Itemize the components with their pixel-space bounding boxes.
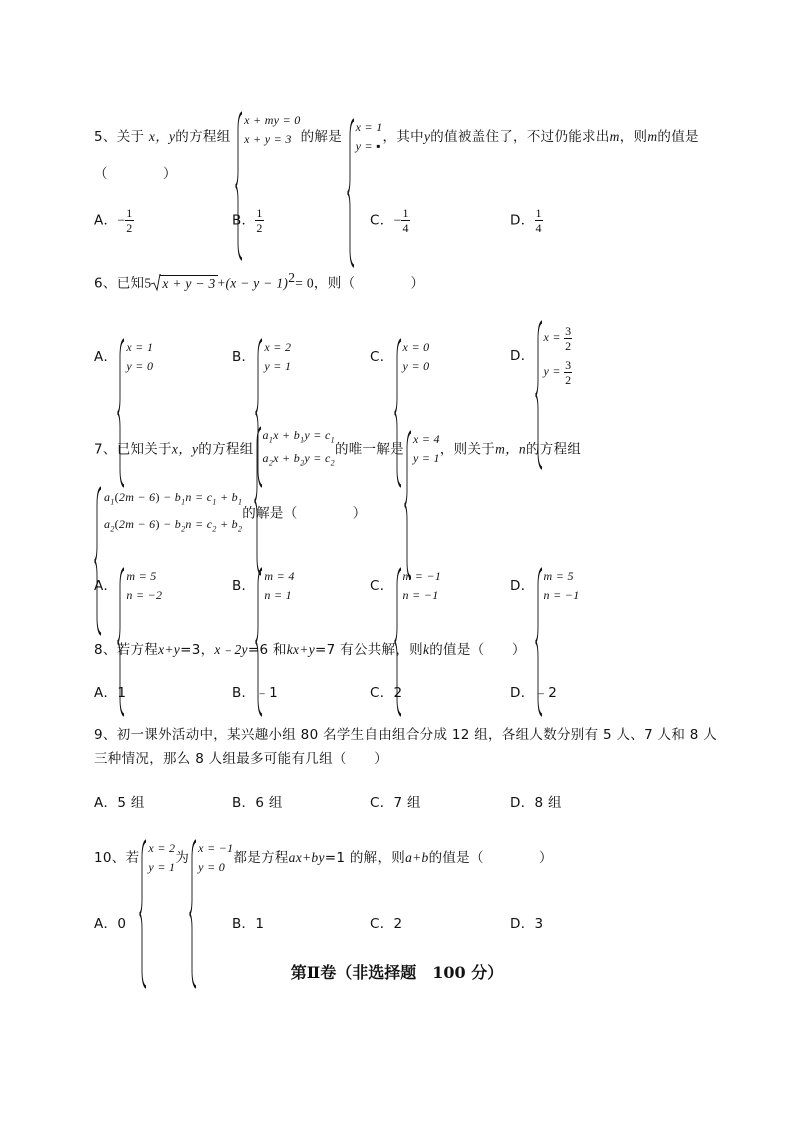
q7-text: 的方程组 — [198, 441, 254, 458]
q8-text: =7 有公共解，则 — [315, 642, 423, 658]
denominator: 2 — [256, 221, 263, 235]
q8-option-d[interactable]: D．﹣2 — [510, 685, 558, 701]
q5-option-b[interactable] — [232, 206, 264, 235]
q10-text: =1 的解，则 — [324, 850, 406, 866]
option-system — [394, 338, 430, 376]
q8-var-k: k — [422, 642, 430, 657]
denominator: 2 — [565, 372, 572, 387]
q10-solution-2 — [189, 839, 233, 877]
q10-expr: ax+by — [288, 850, 325, 865]
option-label: B． — [232, 349, 256, 365]
q8-option-b[interactable]: B．﹣1 — [232, 685, 279, 701]
q9-stem-line-1: 9、初一课外活动中，某兴趣小组 80 名学生自由组合分成 12 组，各组人数分别有 5 人、7 人和 8 人 — [94, 727, 718, 743]
q7-option-b[interactable] — [232, 567, 295, 605]
q5-text: 的方程组 — [175, 129, 231, 145]
numerator: 3 — [565, 323, 572, 338]
system-row: x = 0 — [402, 340, 430, 354]
denominator: 2 — [126, 221, 133, 235]
fraction — [564, 324, 572, 353]
option-label: C． — [370, 212, 394, 229]
q8-text: 的值是（ ） — [429, 642, 526, 658]
q5-text: 的解是 — [300, 129, 343, 145]
system-row: m = 4 — [264, 569, 295, 583]
q7-number: 7、 — [94, 441, 117, 458]
q6-square-base: (x − y − 1) — [225, 275, 289, 291]
option-label: D． — [510, 348, 535, 364]
q7-text: ，则关于 — [439, 441, 496, 458]
fraction — [401, 206, 409, 235]
q6-exponent: 2 — [288, 270, 296, 285]
q10-option-a[interactable]: A．0 — [94, 916, 127, 932]
q7-mn-system: $a_1(2m - 6) - b_1n = c_1 + b_1$ $a_2(2m - 6) - b_2n = c_2 + b_2$ — [94, 486, 242, 541]
q10-option-b[interactable]: B．1 — [232, 916, 265, 932]
q7-solution — [404, 430, 440, 468]
q6-option-d[interactable] — [510, 320, 572, 388]
q5-answer-paren: （ ） — [94, 166, 177, 182]
q7-text: 已知关于 — [116, 441, 172, 458]
q8-stem — [94, 638, 526, 658]
q5-system — [235, 111, 301, 149]
q5-text: 关于 — [116, 129, 145, 145]
system-row: y = 0 — [198, 860, 226, 874]
option-label: D． — [510, 578, 535, 594]
q5-number: 5、 — [94, 129, 117, 145]
system-row: x = 2 — [148, 841, 176, 855]
q5-solution — [347, 118, 383, 156]
option-label: C． — [370, 349, 394, 365]
q6-text: 已知 — [116, 275, 145, 292]
option-system — [117, 338, 153, 376]
q8-option-a[interactable]: A．1 — [94, 685, 127, 701]
q7-system-2 — [94, 486, 367, 541]
system-row: m = 5 — [126, 569, 157, 583]
q6-text: ，则（ ） — [313, 275, 425, 292]
q5-var-m: m — [647, 129, 658, 144]
fraction — [125, 206, 133, 235]
numerator: 1 — [256, 206, 263, 220]
q6-sqrt — [151, 276, 217, 292]
section-title: 第Ⅱ卷（非选择题 100 分） — [290, 963, 504, 982]
q9-stem-line-2: 三种情况，那么 8 人组最多可能有几组（ ） — [94, 751, 389, 767]
q5-text: ，其中 — [382, 129, 424, 145]
option-label: B． — [232, 578, 256, 594]
option-label: A． — [94, 349, 118, 365]
q9-option-d[interactable]: D．8 组 — [510, 795, 562, 811]
option-system — [394, 567, 442, 605]
q10-text: 都是方程 — [233, 850, 289, 866]
numerator: 3 — [565, 357, 572, 372]
q5-text: ，则 — [619, 129, 648, 145]
system-row: x = 4 — [412, 432, 440, 447]
q10-stem — [94, 839, 553, 877]
option-label: C． — [370, 578, 394, 594]
q7-stem — [94, 426, 581, 473]
system-row: n = −2 — [126, 588, 163, 602]
numerator: 1 — [535, 206, 542, 220]
system-row: y = 1 — [264, 359, 292, 373]
q8-expr: x﹣2y — [214, 642, 248, 657]
system-row: y = 0 — [402, 359, 430, 373]
denominator: 2 — [565, 338, 572, 353]
system-row: m = −1 — [402, 569, 442, 583]
q5-stem — [94, 113, 699, 156]
option-sign: − — [393, 212, 402, 228]
q5-option-d[interactable] — [510, 206, 543, 235]
system-row: y = — [543, 364, 561, 378]
q6-plus: + — [217, 275, 226, 291]
q5-text: 的值是 — [657, 129, 699, 145]
q5-text: 的值被盖住了，不过仍能求出 — [430, 129, 610, 145]
system-row: x = 2 — [264, 340, 292, 354]
q8-option-c[interactable]: C．2 — [370, 685, 403, 701]
q10-text: 的值是（ ） — [428, 850, 553, 866]
q5-eq-1: x + my = 0 — [244, 113, 301, 127]
brace-icon — [404, 430, 412, 580]
q7-system: $a_1x + b_1y = c_1$ $a_2x + b_2y = c_2$ — [254, 426, 335, 473]
numerator: 1 — [402, 206, 409, 220]
fraction — [564, 358, 572, 387]
q10-number: 10、若 — [94, 850, 140, 866]
system-row: n = −1 — [543, 588, 580, 602]
q8-text: =6 和 — [247, 642, 287, 658]
q7-vars: x，y — [171, 441, 199, 457]
q5-option-a[interactable] — [94, 206, 134, 235]
system-row: x = −1 — [198, 841, 234, 855]
q10-solution-1 — [139, 839, 175, 877]
fraction — [255, 206, 263, 235]
option-system — [535, 320, 573, 388]
brace-icon — [94, 486, 102, 636]
q7-text: 的解是（ ） — [242, 505, 367, 522]
q6-equals: = 0 — [295, 275, 314, 291]
option-label: A． — [94, 578, 118, 594]
q8-text: 8、若方程 — [94, 642, 159, 658]
system-row: y = 0 — [126, 359, 154, 373]
q10-text: 为 — [175, 850, 190, 866]
q5-vars: x，y — [148, 129, 176, 144]
q9-option-c[interactable]: C．7 组 — [370, 795, 421, 811]
brace-icon — [347, 118, 355, 268]
q6-number: 6、 — [94, 275, 117, 292]
q7-option-a[interactable] — [94, 567, 162, 605]
q7-text: 的方程组 — [525, 441, 582, 458]
option-label: B． — [232, 212, 256, 229]
q10-option-c[interactable]: C．2 — [370, 916, 403, 932]
system-row: n = 1 — [264, 588, 292, 602]
q10-expr: a+b — [405, 850, 429, 865]
denominator: 4 — [402, 221, 409, 235]
option-label: D． — [510, 212, 535, 229]
q8-text: =3， — [180, 642, 215, 658]
q5-sol-1: x = 1 — [355, 120, 383, 134]
q8-expr: x+y — [158, 642, 181, 657]
denominator: 4 — [535, 221, 542, 235]
option-system — [535, 567, 580, 605]
brace-icon — [235, 111, 243, 261]
q8-expr: kx+y — [286, 642, 316, 657]
q10-option-d[interactable]: D．3 — [510, 916, 544, 932]
q9-option-b[interactable]: B．6 组 — [232, 795, 283, 811]
option-system — [255, 338, 291, 376]
q5-var-m: m — [609, 129, 620, 144]
system-row: y = 1 — [148, 860, 176, 874]
radical-icon — [151, 274, 161, 292]
q6-coef: 5 — [144, 275, 152, 291]
option-sign: − — [117, 212, 126, 228]
q7-vars: m，n — [495, 441, 526, 457]
system-row: x = 1 — [126, 340, 154, 354]
q6-option-b[interactable] — [232, 338, 291, 376]
system-row: n = −1 — [402, 588, 439, 602]
q5-sol-2: y = ▪ — [355, 139, 381, 153]
system-row: m = 5 — [543, 569, 574, 583]
q5-option-c[interactable] — [370, 206, 410, 235]
q7-option-d[interactable] — [510, 567, 580, 605]
system-row: x = — [543, 330, 561, 344]
option-system — [117, 567, 162, 605]
system-row: y = 1 — [412, 451, 440, 466]
option-system — [255, 567, 294, 605]
q5-eq-2: x + y = 3 — [244, 132, 292, 146]
q7-option-c[interactable] — [370, 567, 441, 605]
option-label: A． — [94, 212, 118, 229]
q6-radicand: x + y − 3 — [162, 275, 216, 291]
fraction — [535, 206, 543, 235]
q5-var-y: y — [423, 129, 431, 144]
q6-option-c[interactable] — [370, 338, 429, 376]
q9-option-a[interactable]: A．5 组 — [94, 795, 145, 811]
q7-text: 的唯一解是 — [334, 441, 404, 458]
q6-option-a[interactable] — [94, 338, 153, 376]
numerator: 1 — [126, 206, 133, 220]
q6-stem — [94, 270, 424, 292]
